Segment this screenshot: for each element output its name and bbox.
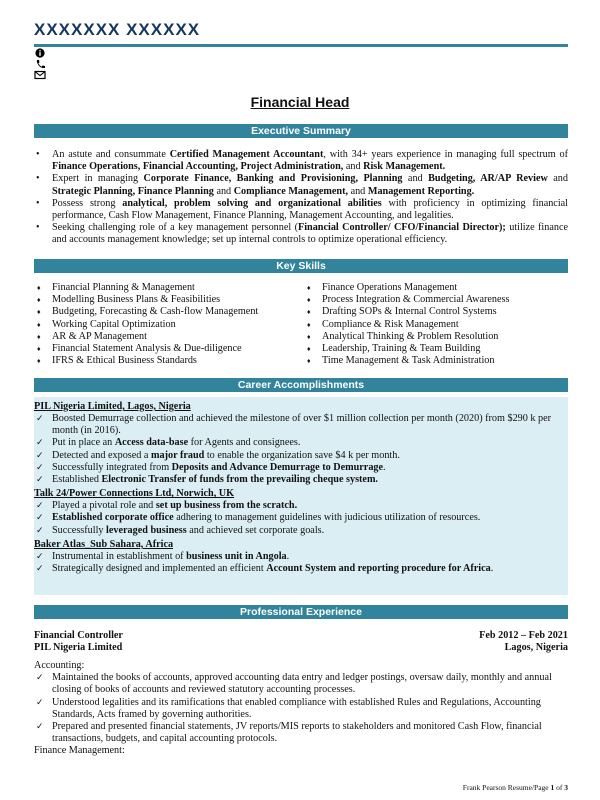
emphasis-text: Risk Management. [363,161,446,173]
body-text: with proficiency in optimizing financial performance, Cash Flow Management, Finance Planning, Management Accounting, and legalities. [52,197,569,222]
achievement-item [34,551,568,563]
body-text: and achieved set corporate goals. [186,524,325,536]
skill-item: ♦ Compliance & Risk Management [304,319,568,331]
career-accomplishments-header: Career Accomplishments [34,378,568,392]
body-text: Strategically designed and implemented an efficient [52,563,267,575]
executive-summary-list [34,149,568,247]
headline-text: Financial Head [250,94,350,110]
skill-item: ♦ Working Capital Optimization [34,319,301,331]
body-text: Instrumental in establishment of [52,550,187,562]
footer-text: Frank Pearson Resume/Page [462,783,551,792]
accounting-label: Accounting: [34,660,85,671]
job-title: Financial Controller [34,630,123,641]
career-achievement-list [34,500,568,537]
body-text: to enable the organization save $4 k per month. [204,449,400,461]
emphasis-text: Finance Operations, Financial Accounting, Project Administration, [52,161,344,173]
summary-item [34,173,568,197]
achievement-item [34,437,568,449]
emphasis-text: Access data-base [114,437,189,449]
footer-page-number: 1 [550,783,555,792]
emphasis-text: Budgeting, AR/AP Review [428,173,548,185]
info-icon [34,48,46,58]
accounting-duty-item: ✓ Understood legalities and its ramifications that enabled compliance with established Rules and Regulations, Accounting Standards, Acts framed by governing authorities. [34,697,568,721]
body-text: utilize finance and accounts management knowledge; set up internal controls to optimize operational efficiency. [52,222,569,246]
skill-item: ♦ Time Management & Task Administration [304,355,568,367]
achievement-item [34,525,568,537]
achievement-item [34,462,568,474]
name-underline-divider [34,44,568,47]
job-dates: Feb 2012 – Feb 2021 [479,630,568,641]
body-text: Expert in managing [52,173,144,185]
summary-item [34,222,568,246]
job-company-row [34,642,568,654]
body-text: and [343,161,364,173]
emphasis-text: major fraud [151,449,205,461]
job-company: PIL Nigeria Limited [34,642,123,653]
skill-item: ♦ Leadership, Training & Team Building [304,343,568,355]
key-skills-columns [34,282,568,367]
skill-item: ♦ AR & AP Management [34,331,301,343]
emphasis-text: Account System and reporting procedure for Africa [266,563,491,575]
accounting-duty-item: ✓ Maintained the books of accounts, approved accounting data entry and ledger postings, oversaw daily, monthly and annual closing of books of accounts and reviewed statutory accounting processes. [34,672,568,696]
career-accomplishments-panel [34,397,568,595]
professional-experience-header: Professional Experience [34,605,568,619]
key-skills-header: Key Skills [34,259,568,273]
body-text: and [348,185,368,197]
emphasis-text: Management Reporting. [367,185,475,197]
footer-total-pages: 3 [564,783,568,792]
achievement-item [34,563,568,575]
phone-icon [34,59,46,69]
skill-item: ♦ Financial Statement Analysis & Due-diligence [34,343,301,355]
body-text: and [402,173,429,185]
emphasis-text: Strategic Planning, Finance Planning [52,185,214,197]
skill-item: ♦ Drafting SOPs & Internal Control Systems [304,306,568,318]
emphasis-text: Corporate Finance, Banking and Provisioning, Planning [143,173,403,185]
achievement-item [34,413,568,437]
career-achievement-list [34,413,568,486]
skill-item: ♦ Analytical Thinking & Problem Resolution [304,331,568,343]
job-title-row [34,630,568,642]
emphasis-text: set up business from the scratch. [155,500,298,512]
body-text: , with 34+ years experience in managing full spectrum of [323,149,568,160]
skill-item: ♦ Financial Planning & Management [34,282,301,294]
finance-management-label: Finance Management: [34,745,125,757]
body-text: An astute and consummate [52,149,170,160]
career-achievement-list [34,551,568,575]
achievement-item [34,450,568,462]
candidate-name: XXXXXXX XXXXXX [34,20,201,39]
body-text: Boosted Demurrage collection and achieved the milestone of over $1 million collection per month (2020) from $290 k per month (in 2016). [52,413,552,437]
contact-icons [34,48,48,81]
career-company-heading: PIL Nigeria Limited, Lagos, Nigeria [34,401,191,412]
body-text: Successfully integrated from [52,461,172,473]
body-text: Established [52,474,102,486]
career-company-heading: Baker Atlas_Sub Sahara, Africa [34,538,174,550]
key-skills-left-list [34,282,301,367]
body-text: Successfully [52,524,107,536]
summary-item [34,198,568,222]
body-text: adhering to management guidelines with judicious utilization of resources. [173,512,481,524]
emphasis-text: leveraged business [106,524,187,536]
summary-item [34,149,568,173]
executive-summary-header: Executive Summary [34,124,568,138]
emphasis-text: Deposits and Advance Demurrage to Demurrage [171,461,384,473]
skill-item: ♦ Budgeting, Forecasting & Cash-flow Management [34,306,301,318]
skill-item: ♦ Process Integration & Commercial Awareness [304,294,568,306]
skill-item: ♦ IFRS & Ethical Business Standards [34,355,301,367]
emphasis-text: analytical, problem solving and organizational abilities [122,197,382,209]
body-text: . [490,563,494,575]
emphasis-text: business unit in Angola [186,550,287,562]
body-text: . [383,461,386,473]
body-text: for Agents and consignees. [188,437,301,449]
skill-item: ♦ Finance Operations Management [304,282,568,294]
mail-icon [34,70,46,80]
job-location: Lagos, Nigeria [504,642,568,653]
body-text: Detected and exposed a [52,449,151,461]
key-skills-right-list [301,282,568,367]
footer-of: of [554,783,565,792]
emphasis-text: Compliance Management, [233,185,349,197]
achievement-item [34,474,568,486]
body-text: Possess strong [52,197,123,209]
body-text: Played a pivotal role and [52,500,156,512]
body-text: Put in place an [52,437,115,449]
body-text: . [286,550,290,562]
page-footer [0,782,568,794]
body-text: and [213,185,234,197]
achievement-item [34,500,568,512]
accounting-duties-list [34,672,568,745]
emphasis-text: Established corporate office [52,512,174,524]
resume-headline [0,96,600,108]
emphasis-text: Certified Management Accountant [169,149,324,160]
emphasis-text: Electronic Transfer of funds from the prevailing cheque system. [101,474,378,486]
career-company-heading: Talk 24/Power Connections Ltd, Norwich, UK [34,488,235,500]
skill-item: ♦ Modelling Business Plans & Feasibilities [34,294,301,306]
body-text: Seeking challenging role of a key management personnel ( [52,222,298,234]
body-text: and [547,173,568,185]
professional-experience-entry [34,630,568,758]
achievement-item [34,512,568,524]
emphasis-text: Financial Controller/ CFO/Financial Director); [297,222,506,234]
accounting-duty-item: ✓ Prepared and presented financial statements, JV reports/MIS reports to stakeholders and monitored Cash Flow, financial transactions, budgets, and capital accounting protocols. [34,721,568,745]
